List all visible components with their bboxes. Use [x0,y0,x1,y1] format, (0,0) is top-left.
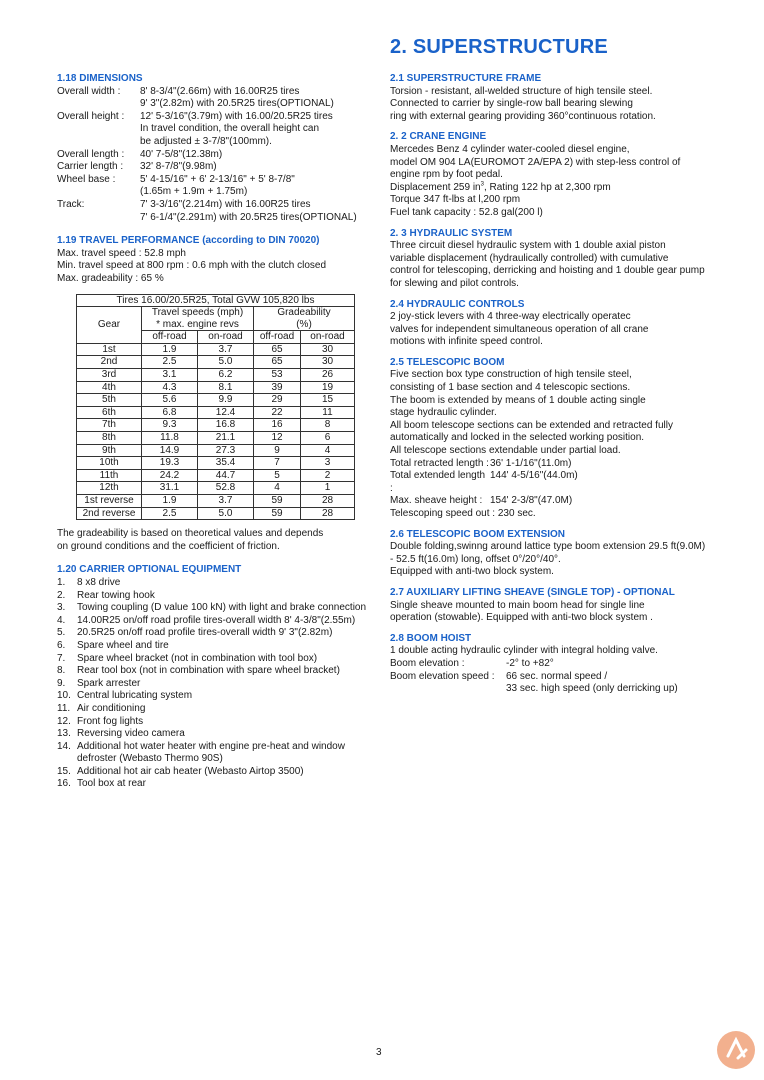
controls-line: valves for independent simultaneous operation of all crane [390,323,649,335]
wheel-base-label: Wheel base : [57,173,116,185]
hoist-heading: 2.8 BOOM HOIST [390,632,472,644]
extended-label: Total extended length : [390,470,486,494]
wheel-base-row [57,174,367,187]
value-cell: 9.9 [198,394,254,407]
list-item [57,615,367,628]
table-row [77,507,355,520]
value-cell: 4 [301,444,355,457]
col-grade-sub: (%) [254,319,355,331]
elevation-row [390,658,730,671]
value-cell: 5 [254,469,301,482]
value-cell: 12 [254,432,301,445]
list-text: 8 x8 drive [77,576,121,588]
gear-cell: 5th [77,394,142,407]
boom-line: stage hydraulic cylinder. [390,407,497,419]
list-text: 20.5R25 on/off road profile tires-overall width 9' 3"(2.82m) [77,627,333,639]
table-row [77,356,355,369]
value-cell: 22 [254,406,301,419]
value-cell: 6.8 [142,406,198,419]
displacement-unit-sup: 3 [480,181,484,188]
gear-cell: 4th [77,381,142,394]
value-cell: 28 [301,507,355,520]
value-cell: 14.9 [142,444,198,457]
overall-height-note-2: be adjusted ± 3-7/8"(100mm). [140,135,272,147]
engine-line: engine rpm by foot pedal. [390,169,503,181]
engine-line: Torque 347 ft-lbs at l,200 rpm [390,194,521,206]
list-text: Towing coupling (D value 100 kN) with light and brake connection [77,602,367,614]
value-cell: 30 [301,356,355,369]
table-row [77,457,355,470]
list-text: Spare wheel and tire [77,639,169,651]
boom-line: consisting of 1 base section and 4 telescopic sections. [390,382,631,394]
list-number: 4. [57,614,66,626]
gear-cell: 1st reverse [77,495,142,508]
list-item [57,778,367,791]
elevation-speed-value-2: 33 sec. high speed (only derricking up) [506,683,678,695]
gear-cell: 2nd reverse [77,507,142,520]
value-cell: 35.4 [198,457,254,470]
overall-height-value: 12' 5-3/16"(3.79m) with 16.00/20.5R25 tires [140,110,333,122]
hydraulic-line: variable displacement (hydraulically controlled) with cumulative [390,252,669,264]
frame-line: ring with external gearing providing 360°continuous rotation. [390,110,656,122]
value-cell: 44.7 [198,469,254,482]
value-cell: 11.8 [142,432,198,445]
value-cell: 4 [254,482,301,495]
engine-line: model OM 904 LA(EUROMOT 2A/EPA 2) with step-less control of [390,156,681,168]
list-item [57,577,367,590]
gear-cell: 11th [77,469,142,482]
rating-text: , Rating 122 hp at 2,300 rpm [483,181,611,193]
value-cell: 52.8 [198,482,254,495]
gear-cell: 3rd [77,369,142,382]
value-cell: 9 [254,444,301,457]
value-cell: 28 [301,495,355,508]
retracted-label: Total retracted length : [390,457,489,469]
controls-section [390,299,730,349]
boom-line: The boom is extended by means of 1 double acting single [390,394,646,406]
table-row [77,343,355,356]
table-row [77,469,355,482]
list-number: 8. [57,665,66,677]
list-text: Rear tool box (not in combination with spare wheel bracket) [77,665,340,677]
controls-line: motions with infinite speed control. [390,336,543,348]
travel-line: Max. travel speed : 52.8 mph [57,247,186,259]
value-cell: 3 [301,457,355,470]
travel-heading: 1.19 TRAVEL PERFORMANCE (according to DIN 70020) [57,235,320,247]
wheel-base-value: 5' 4-15/16" + 6' 2-13/16" + 5' 8-7/8" [140,173,295,185]
list-number: 5. [57,627,66,639]
list-text: Additional hot air cab heater (Webasto Airtop 3500) [77,765,304,777]
list-text: Tool box at rear [77,778,146,790]
hydraulic-line: for slewing and pilot controls. [390,277,519,289]
overall-height-row [57,111,367,124]
value-cell: 6.2 [198,369,254,382]
value-cell: 3.7 [198,343,254,356]
table-row [77,394,355,407]
list-number: 14. [57,740,71,752]
list-text: Air conditioning [77,702,146,714]
displacement-text: Displacement 259 in [390,181,481,193]
elevation-speed-label: Boom elevation speed : [390,670,495,682]
gear-cell: 9th [77,444,142,457]
extension-line: Equipped with anti-two block system. [390,566,554,578]
gear-cell: 8th [77,432,142,445]
list-item [57,690,367,703]
boom-line: Five section box type construction of high tensile steel, [390,369,632,381]
list-number: 3. [57,602,66,614]
carrier-length-value: 32' 8-7/8"(9.98m) [140,161,217,173]
boom-line: All telescope sections extendable under partial load. [390,445,621,457]
overall-length-value: 40' 7-5/8"(12.38m) [140,148,223,160]
value-cell: 26 [301,369,355,382]
value-cell: 30 [301,343,355,356]
list-text: Central lubricating system [77,690,193,702]
table-row [77,482,355,495]
overall-width-label: Overall width : [57,85,121,97]
gear-cell: 6th [77,406,142,419]
value-cell: 65 [254,356,301,369]
value-cell: 11 [301,406,355,419]
extension-line: Double folding,swinng around lattice type boom extension 29.5 ft(9.0M) [390,541,706,553]
value-cell: 7 [254,457,301,470]
elevation-speed-row [390,671,730,684]
list-number: 9. [57,677,66,689]
sheave-row [390,495,730,508]
frame-section [390,73,730,123]
value-cell: 2.5 [142,507,198,520]
table-row [77,406,355,419]
list-text: Reversing video camera [77,728,185,740]
value-cell: 27.3 [198,444,254,457]
list-item [57,728,367,741]
watermark-logo-icon [716,1030,756,1070]
engine-heading: 2. 2 CRANE ENGINE [390,131,487,143]
table-row [77,495,355,508]
list-item [57,665,367,678]
track-row [57,199,367,212]
wheel-base-value-2: (1.65m + 1.9m + 1.75m) [140,186,248,198]
engine-line: Fuel tank capacity : 52.8 gal(200 l) [390,206,543,218]
value-cell: 15 [301,394,355,407]
hydraulic-heading: 2. 3 HYDRAULIC SYSTEM [390,227,513,239]
list-item [57,716,367,729]
overall-width-value-2: 9' 3"(2.82m) with 20.5R25 tires(OPTIONAL) [140,98,334,110]
boom-line: automatically and locked in the selected working position. [390,432,645,444]
list-item [57,766,367,779]
dimensions-section [57,73,367,224]
value-cell: 4.3 [142,381,198,394]
elevation-label: Boom elevation : [390,657,465,669]
col-grade: Gradeability [254,307,355,319]
controls-line: 2 joy-stick levers with 4 three-way electrically operatec [390,311,631,323]
value-cell: 5.0 [198,507,254,520]
sub-offroad: off-road [254,331,301,344]
hydraulic-section [390,228,730,291]
value-cell: 12.4 [198,406,254,419]
sheave-label: Max. sheave height : [390,495,483,507]
value-cell: 19 [301,381,355,394]
list-text: Front fog lights [77,715,144,727]
extension-line: - 52.5 ft(16.0m) long, offset 0°/20°/40°. [390,553,561,565]
hydraulic-line: control for telescoping, derricking and hoisting and 1 double gear pump [390,265,705,277]
value-cell: 6 [301,432,355,445]
value-cell: 29 [254,394,301,407]
carrier-length-label: Carrier length : [57,161,124,173]
list-number: 7. [57,652,66,664]
engine-section [390,131,730,219]
overall-width-value: 8' 8-3/4"(2.66m) with 16.00R25 tires [140,85,300,97]
page-title: 2. SUPERSTRUCTURE [390,36,608,58]
list-number: 10. [57,690,71,702]
track-value: 7' 3-3/16"(2.214m) with 16.00R25 tires [140,198,311,210]
extension-section [390,529,730,579]
value-cell: 8 [301,419,355,432]
retracted-value: 36' 1-1/16"(11.0m) [490,457,572,469]
extended-row [390,470,730,495]
sub-onroad: on-road [198,331,254,344]
travel-line: Max. gradeability : 65 % [57,272,164,284]
value-cell: 3.7 [198,495,254,508]
hydraulic-line: Three circuit diesel hydraulic system with 1 double axial piston [390,240,666,252]
carrier-options-heading: 1.20 CARRIER OPTIONAL EQUIPMENT [57,564,242,576]
gear-cell: 12th [77,482,142,495]
telescoping-speed: Telescoping speed out : 230 sec. [390,508,536,519]
value-cell: 1.9 [142,495,198,508]
list-item [57,653,367,666]
dimensions-heading: 1.18 DIMENSIONS [57,73,143,84]
table-row [77,419,355,432]
table-row [77,444,355,457]
value-cell: 9.3 [142,419,198,432]
list-number: 15. [57,765,71,777]
list-number: 13. [57,728,71,740]
right-column [390,73,730,704]
engine-line: Mercedes Benz 4 cylinder water-cooled diesel engine, [390,143,630,155]
overall-length-row [57,149,367,162]
value-cell: 19.3 [142,457,198,470]
overall-width-row [57,86,367,99]
frame-line: Torsion - resistant, all-welded structure of high tensile steel. [390,85,653,97]
overall-height-label: Overall height : [57,110,125,122]
list-item [57,627,367,640]
list-text: Spark arrester [77,677,141,689]
value-cell: 3.1 [142,369,198,382]
carrier-options-section [57,564,367,791]
carrier-length-row [57,161,367,174]
carrier-options-list [57,577,367,791]
value-cell: 59 [254,495,301,508]
gradeability-note: on ground conditions and the coefficient of friction. [57,540,280,552]
gear-cell: 7th [77,419,142,432]
sheave-value: 154' 2-3/8"(47.0M) [490,495,573,507]
list-number: 16. [57,778,71,790]
boom-heading: 2.5 TELESCOPIC BOOM [390,356,505,368]
list-number: 1. [57,576,66,588]
table-title: Tires 16.00/20.5R25, Total GVW 105,820 lbs [77,294,355,307]
travel-section [57,235,367,553]
list-item [57,703,367,716]
value-cell: 5.6 [142,394,198,407]
engine-displacement [390,182,730,195]
list-number: 11. [57,702,71,714]
track-value-2: 7' 6-1/4"(2.291m) with 20.5R25 tires(OPTIONAL) [140,211,357,223]
value-cell: 16.8 [198,419,254,432]
aux-sheave-section [390,587,730,625]
value-cell: 21.1 [198,432,254,445]
value-cell: 1 [301,482,355,495]
col-gear: Gear [77,307,142,344]
aux-sheave-line: operation (stowable). Equipped with anti-two block system . [390,612,653,624]
value-cell: 39 [254,381,301,394]
extension-heading: 2.6 TELESCOPIC BOOM EXTENSION [390,528,566,540]
gradeability-note: The gradeability is based on theoretical values and depends [57,528,324,540]
list-number: 6. [57,639,66,651]
overall-length-label: Overall length : [57,148,125,160]
sub-onroad: on-road [301,331,355,344]
track-label: Track: [57,198,85,210]
value-cell: 16 [254,419,301,432]
travel-line: Min. travel speed at 800 rpm : 0.6 mph with the clutch closed [57,260,327,272]
left-column [57,73,367,799]
frame-heading: 2.1 SUPERSTRUCTURE FRAME [390,73,542,84]
gear-cell: 10th [77,457,142,470]
gradeability-table [76,294,355,521]
elevation-speed-value: 66 sec. normal speed / [506,670,608,682]
col-speed: Travel speeds (mph) [142,307,254,319]
page-number: 3 [376,1047,382,1058]
value-cell: 5.0 [198,356,254,369]
list-number: 2. [57,589,66,601]
aux-sheave-heading: 2.7 AUXILIARY LIFTING SHEAVE (SINGLE TOP) - OPTIONAL [390,586,675,598]
value-cell: 2 [301,469,355,482]
table-row [77,369,355,382]
value-cell: 2.5 [142,356,198,369]
table-row [77,432,355,445]
col-speed-sub: * max. engine revs [142,319,254,331]
aux-sheave-line: Single sheave mounted to main boom head for single line [390,599,645,611]
boom-line: All boom telescope sections can be extended and retracted fully [390,419,673,431]
list-item [57,590,367,603]
boom-section [390,357,730,521]
gear-cell: 1st [77,343,142,356]
list-item [57,640,367,653]
overall-height-note-1: In travel condition, the overall height can [140,123,319,135]
hoist-line: 1 double acting hydraulic cylinder with integral holding valve. [390,645,658,657]
value-cell: 59 [254,507,301,520]
list-number: 12. [57,715,71,727]
value-cell: 65 [254,343,301,356]
value-cell: 8.1 [198,381,254,394]
list-item [57,602,367,615]
extended-value: 144' 4-5/16"(44.0m) [490,470,578,482]
list-text: 14.00R25 on/off road profile tires-overall width 8' 4-3/8"(2.55m) [77,614,356,626]
list-text: Rear towing hook [77,589,155,601]
value-cell: 24.2 [142,469,198,482]
list-item [57,678,367,691]
list-text: Additional hot water heater with engine pre-heat and window defroster (Webasto Thermo 90S) [77,740,345,765]
retracted-row [390,458,730,471]
value-cell: 53 [254,369,301,382]
list-text: Spare wheel bracket (not in combination with tool box) [77,652,318,664]
gear-cell: 2nd [77,356,142,369]
list-item [57,741,367,766]
value-cell: 31.1 [142,482,198,495]
hoist-section [390,633,730,696]
elevation-value: -2° to +82° [506,657,554,669]
sub-offroad: off-road [142,331,198,344]
table-row [77,381,355,394]
frame-line: Connected to carrier by single-row ball bearing slewing [390,98,633,110]
controls-heading: 2.4 HYDRAULIC CONTROLS [390,298,525,310]
value-cell: 1.9 [142,343,198,356]
